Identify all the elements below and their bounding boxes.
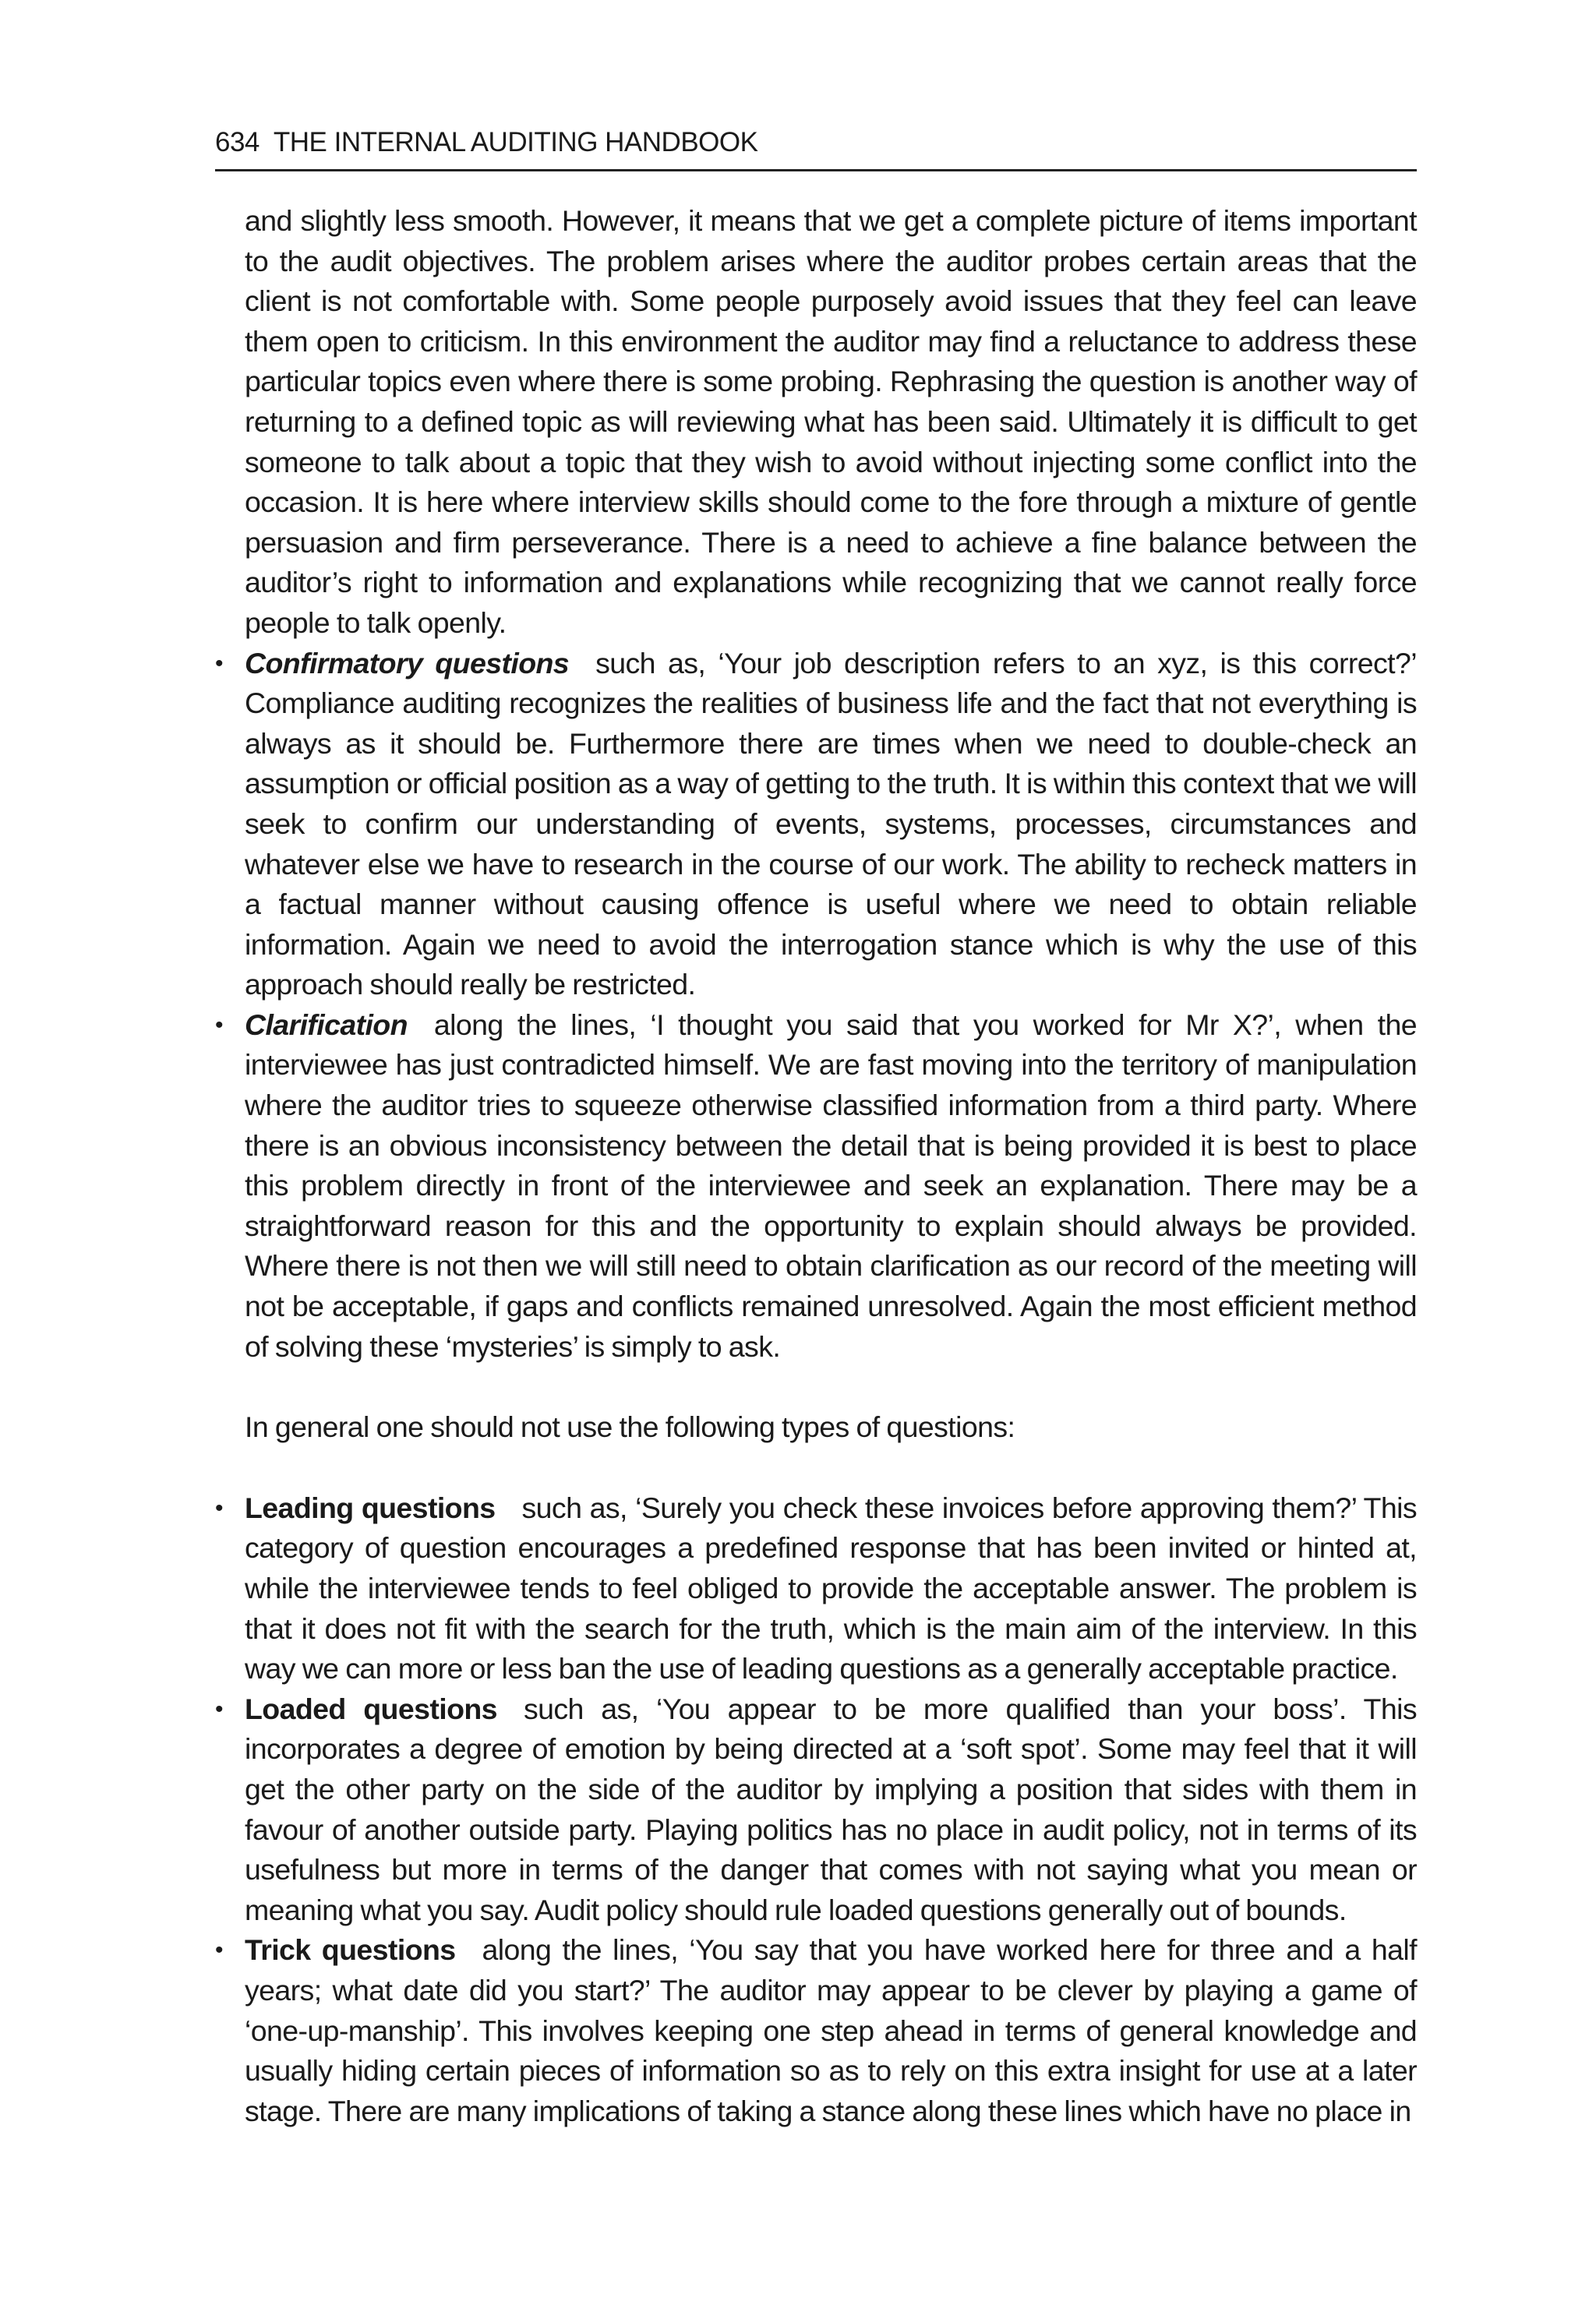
questions-to-avoid-list	[215, 1488, 1417, 2132]
intro-paragraph: and slightly less smooth. However, it means that we get a complete picture of items important to the audit objectives. The problem arises where the auditor probes certain areas that the client is not comfortable with. Some people purposely avoid issues that they feel can leave them open to criticism. In this environment the auditor may find a reluctance to address these particular topics even where there is some probing. Rephrasing the question is another way of returning to a defined topic as will reviewing what has been said. Ultimately it is difficult to get someone to talk about a topic that they wish to avoid without injecting some conflict into the occasion. It is here where interview skills should come to the fore through a mixture of gentle persuasion and firm perseverance. There is a need to achieve a fine balance between the auditor’s right to information and explanations while recognizing that we cannot really force people to talk openly.	[245, 204, 1417, 639]
running-header	[215, 117, 1417, 171]
page-body	[215, 201, 1417, 2131]
list-item-clarification	[215, 1005, 1417, 1367]
spacer	[215, 1448, 1417, 1488]
description-loaded-questions: such as, ‘You appear to be more qualified than your boss’. This incorporates a degree of emotion by being directed at a ‘soft spot’. Some may feel that it will get the other party on the side of the auditor by implying a position that sides with them in favour of another outside party. Playing politics has no place in audit policy, not in terms of its usefulness but more in terms of the danger that comes with not saying what you mean or meaning what you say. Audit policy should rule loaded questions generally out of bounds.	[245, 1692, 1417, 1926]
bullet-icon: •	[215, 1011, 223, 1038]
list-item-trick-questions	[215, 1930, 1417, 2131]
description-leading-questions: such as, ‘Surely you check these invoices before approving them?’ This category of question encourages a predefined response that has been invited or hinted at, while the interviewee tends to feel obliged to provide the acceptable answer. The problem is that it does not fit with the search for the truth, which is the main aim of the interview. In this way we can more or less ban the use of leading questions as a generally acceptable practice.	[245, 1491, 1417, 1685]
bullet-icon: •	[215, 1495, 223, 1521]
header-text	[215, 127, 757, 158]
term-leading-questions: Leading questions	[245, 1491, 496, 1524]
list-item-leading-questions	[215, 1488, 1417, 1689]
description-trick-questions: along the lines, ‘You say that you have worked here for three and a half years; what date did you start?’ The auditor may appear to be clever by playing a game of ‘one-up-manship’. This involves keeping one step ahead in terms of general knowledge and usually hiding certain pieces of information so as to rely on this extra insight for use at a later stage. There are many implications of taking a stance along these lines which have no place in	[245, 1933, 1417, 2127]
list-item-loaded-questions	[215, 1689, 1417, 1931]
term-clarification: Clarification	[245, 1008, 408, 1041]
description-confirmatory-questions: such as, ‘Your job description refers to an xyz, is this correct?’ Compliance auditing recognizes the realities of business life and the fact that not everything is always as it should be. Furthermore there are times when we need to double-check an assumption or official position as a way of getting to the truth. It is within this context that we will seek to confirm our understanding of events, systems, processes, circumstances and whatever else we have to research in the course of our work. The ability to recheck matters in a factual manner without causing offence is useful where we need to obtain reliable information. Again we need to avoid the interrogation stance which is why the use of this approach should really be restricted.	[245, 646, 1417, 1001]
bullet-icon: •	[215, 650, 223, 676]
bullet-icon: •	[215, 1696, 223, 1722]
term-confirmatory-questions: Confirmatory questions	[245, 646, 570, 679]
term-loaded-questions: Loaded questions	[245, 1692, 497, 1725]
description-clarification: along the lines, ‘I thought you said that you worked for Mr X?’, when the interviewee has just contradicted himself. We are fast moving into the territory of manipulation where the auditor tries to squeeze otherwise classified information from a third party. Where there is an obvious inconsistency between the detail that is being provided it is best to place this problem directly in front of the interviewee and seek an explanation. There may be a straightforward reason for this and the opportunity to explain should always be provided. Where there is not then we will still need to obtain clarification as our record of the meeting will not be acceptable, if gaps and conflicts remained unresolved. Again the most efficient method of solving these ‘mysteries’ is simply to ask.	[245, 1008, 1417, 1363]
transition-paragraph: In general one should not use the following types of questions:	[245, 1410, 1015, 1444]
page-number: 634	[215, 127, 260, 157]
recommended-questions-list	[215, 644, 1417, 1368]
book-title: THE INTERNAL AUDITING HANDBOOK	[273, 127, 758, 157]
spacer	[215, 1367, 1417, 1407]
term-trick-questions: Trick questions	[245, 1933, 456, 1967]
list-item-confirmatory-questions	[215, 644, 1417, 1005]
bullet-icon: •	[215, 1937, 223, 1964]
